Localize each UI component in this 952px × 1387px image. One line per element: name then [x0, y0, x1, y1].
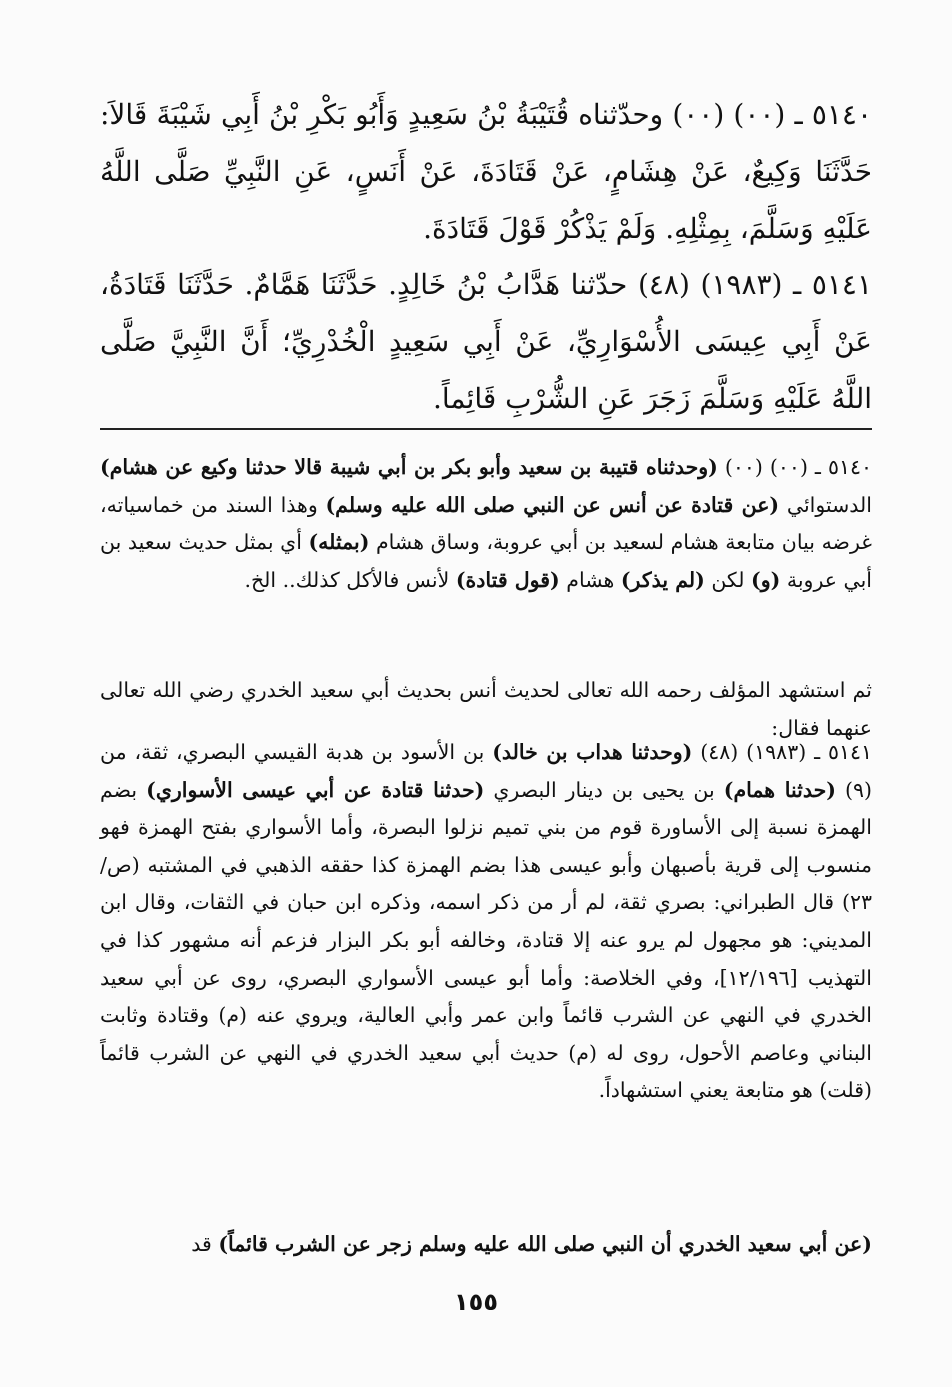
- quoted-isnad: (وحدثناه قتيبة بن سعيد وأبو بكر بن أبي شيبة قالا حدثنا وكيع عن هشام): [100, 455, 718, 479]
- commentary-number: ٥١٤١ ـ (١٩٨٣) (٤٨): [692, 740, 873, 764]
- commentary-matn: [100, 1226, 872, 1264]
- footnote-divider: [100, 428, 872, 430]
- commentary-5140: [100, 449, 872, 599]
- commentary-number: ٥١٤٠ ـ (٠٠) (٠٠): [717, 455, 872, 479]
- commentary-text: هشام: [559, 567, 621, 592]
- commentary-text: الدستوائي: [779, 492, 872, 517]
- quoted-matn: (عن أبي سعيد الخدري أن النبي صلى الله عليه وسلم زجر عن الشرب قائماً): [218, 1232, 872, 1256]
- commentary-text: بن الأسود بن هدبة القيسي البصري، ثقة، من (٩): [100, 740, 873, 802]
- commentary-text: لكن: [704, 567, 752, 592]
- commentary-text: بن يحيى بن دينار البصري: [484, 777, 724, 802]
- quoted-isnad: (عن قتادة عن أنس عن النبي صلى الله عليه وسلم): [325, 492, 780, 517]
- quoted-word: (بمثله): [308, 530, 370, 555]
- hadith-text-5140: ٥١٤٠ ـ (٠٠) (٠٠) وحدّثناه قُتَيْبَةُ بْنُ سَعِيدٍ وَأَبُو بَكْرِ بْنُ أَبِي شَيْبَةَ قَالاَ: حَدَّثَنَا وَكِيعٌ، عَنْ هِشَامٍ، عَنْ قَتَادَةَ، عَنْ أَنَسٍ، عَنِ النَّبِيِّ صَلَّى اللَّهُ عَلَيْهِ وَسَلَّمَ، بِمِثْلِهِ. وَلَمْ يَذْكُرْ قَوْلَ قَتَادَةَ.: [100, 98, 872, 245]
- commentary-text: بضم الهمزة نسبة إلى الأساورة قوم من بني تميم نزلوا البصرة، وأما الأسواري بفتح الهمزة فهو منسوب إلى قرية بأصبهان وأبو عيسى هذا بضم الهمزة كذا حققه الذهبي في المشتبه (ص/٢٣) قال الطبراني: بصري ثقة، لم أر من ذكر اسمه، وذكره ابن حبان في الثقات، وقال ابن المديني: هو مجهول لم يرو عنه إلا قتادة، وخالفه أبو بكر البزار فزعم أنه مشهور كذا في التهذيب [١٢/١٩٦]، وفي الخلاصة: وأما أبو عيسى الأسواري البصري، روى عن أبي سعيد الخدري في النهي عن الشرب قائماً وابن عمر وأبي العالية، ويروي عنه (م) وقتادة وثابت البناني وعاصم الأحول، روى له (م) حديث أبي سعيد الخدري في النهي عن الشرب قائماً (قلت) هو متابعة يعني استشهاداً.: [100, 777, 873, 1103]
- quoted-word: (و): [751, 567, 781, 592]
- commentary-5141: [100, 734, 872, 1110]
- quoted-isnad: (حدثنا قتادة عن أبي عيسى الأسواري): [146, 777, 485, 802]
- quoted-word: (لم يذكر): [620, 567, 705, 592]
- commentary-text: لأنس فالأكل كذلك.. الخ.: [244, 567, 456, 592]
- commentary-text: أي بمثل حديث سعيد بن أبي عروبة: [100, 530, 872, 592]
- quoted-word: (قول قتادة): [455, 567, 560, 592]
- commentary-text: قد: [191, 1232, 219, 1256]
- page-number: ١٥٥: [454, 1288, 498, 1316]
- quoted-isnad: (وحدثنا هداب بن خالد): [492, 740, 693, 764]
- hadith-text-5141: ٥١٤١ ـ (١٩٨٣) (٤٨) حدّثنا هَدَّابُ بْنُ خَالِدٍ. حَدَّثَنَا هَمَّامٌ. حَدَّثَنَا قَتَادَةُ، عَنْ أَبِي عِيسَى الأُسْوَارِيِّ، عَنْ أَبِي سَعِيدٍ الْخُدْرِيِّ؛ أَنَّ النَّبِيَّ صَلَّى اللَّهُ عَلَيْهِ وَسَلَّمَ زَجَرَ عَنِ الشُّرْبِ قَائِماً.: [100, 268, 872, 415]
- commentary-transition: ثم استشهد المؤلف رحمه الله تعالى لحديث أنس بحديث أبي سعيد الخدري رضي الله تعالى عنهما فقال:: [100, 678, 872, 740]
- commentary-text: وهذا السند من خماسياته، غرضه بيان متابعة هشام لسعيد بن أبي عروبة، وساق هشام: [100, 492, 872, 555]
- quoted-isnad: (حدثنا همام): [723, 777, 836, 802]
